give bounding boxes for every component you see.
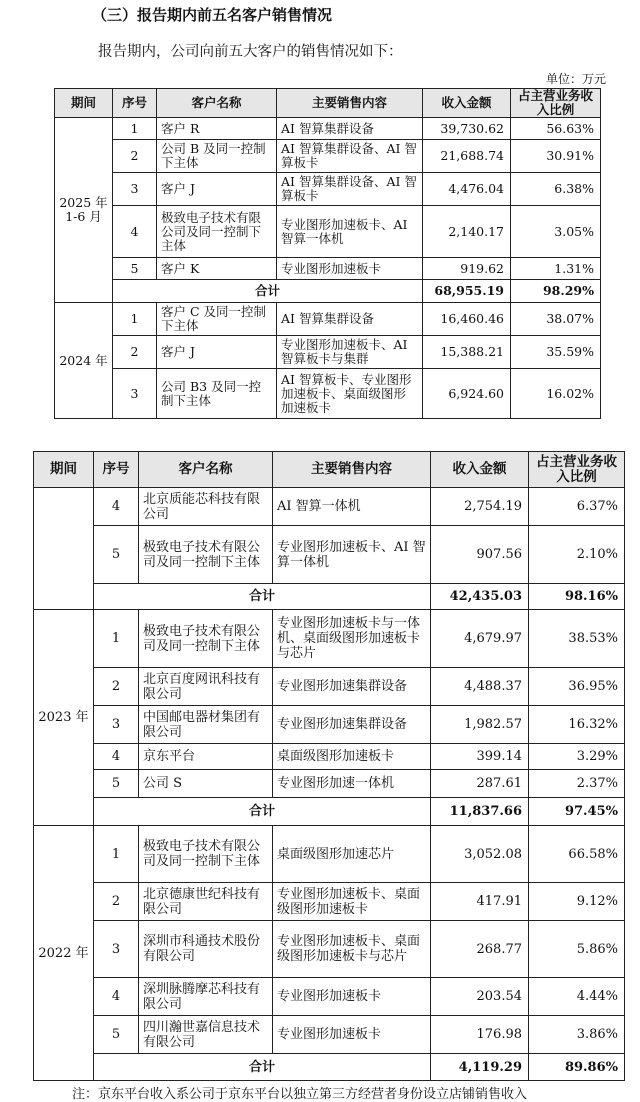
row-ratio: 2.37% xyxy=(529,770,625,798)
total-label: 合计 xyxy=(94,798,431,826)
row-no: 5 xyxy=(113,258,157,280)
row-amount: 1,982.57 xyxy=(431,706,529,744)
row-customer: 极致电子技术有限公司及同一控制下主体 xyxy=(139,826,273,883)
row-ratio: 3.29% xyxy=(529,744,625,770)
row-no: 3 xyxy=(113,369,157,419)
period-cell: 2025 年 1-6 月 xyxy=(55,118,113,303)
total-label: 合计 xyxy=(113,280,423,303)
row-content: 专业图形加速板卡、桌面级图形加速板卡与芯片 xyxy=(273,921,431,978)
row-no: 1 xyxy=(94,826,139,883)
table-row xyxy=(34,744,625,770)
row-content: 专业图形加速板卡 xyxy=(273,1016,431,1054)
row-content: 专业图形加速板卡、桌面级图形加速板卡 xyxy=(273,883,431,921)
total-ratio: 89.86% xyxy=(529,1054,625,1081)
row-ratio: 16.02% xyxy=(511,369,601,419)
total-amount: 11,837.66 xyxy=(431,798,529,826)
header-ratio: 占主营业务收入比例 xyxy=(529,452,625,488)
row-customer: 极致电子技术有限公司及同一控制下主体 xyxy=(157,206,277,258)
row-customer: 北京质能芯科技有限公司 xyxy=(139,488,273,526)
row-no: 4 xyxy=(94,744,139,770)
row-customer: 客户 K xyxy=(157,258,277,280)
row-no: 2 xyxy=(94,668,139,706)
total-ratio: 97.45% xyxy=(529,798,625,826)
row-customer: 客户 J xyxy=(157,173,277,206)
table-row xyxy=(34,921,625,978)
header-ratio: 占主营业务收入比例 xyxy=(511,89,601,118)
row-no: 3 xyxy=(94,921,139,978)
row-customer: 北京百度网讯科技有限公司 xyxy=(139,668,273,706)
row-amount: 39,730.62 xyxy=(423,118,511,140)
row-no: 1 xyxy=(94,610,139,668)
row-ratio: 3.86% xyxy=(529,1016,625,1054)
row-content: AI 智算一体机 xyxy=(273,488,431,526)
header-amount: 收入金额 xyxy=(431,452,529,488)
row-no: 1 xyxy=(113,303,157,336)
row-no: 4 xyxy=(94,488,139,526)
header-no: 序号 xyxy=(113,89,157,118)
table-row xyxy=(34,488,625,526)
row-amount: 2,140.17 xyxy=(423,206,511,258)
period-cell: 2022 年 xyxy=(34,826,94,1081)
row-content: AI 智算集群设备 xyxy=(277,303,423,336)
total-row xyxy=(34,1054,625,1081)
header-content: 主要销售内容 xyxy=(273,452,431,488)
row-content: AI 智算集群设备、AI 智算板卡 xyxy=(277,140,423,173)
row-customer: 深圳市科通技术股份有限公司 xyxy=(139,921,273,978)
row-customer: 极致电子技术有限公司及同一控制下主体 xyxy=(139,610,273,668)
customer-table-lower xyxy=(33,451,625,1081)
total-row xyxy=(34,798,625,826)
table-row xyxy=(34,1016,625,1054)
row-amount: 176.98 xyxy=(431,1016,529,1054)
table-row xyxy=(55,258,601,280)
row-amount: 6,924.60 xyxy=(423,369,511,419)
row-customer: 北京德康世纪科技有限公司 xyxy=(139,883,273,921)
row-customer: 京东平台 xyxy=(139,744,273,770)
row-ratio: 38.07% xyxy=(511,303,601,336)
table-row xyxy=(55,206,601,258)
table-header-row xyxy=(34,452,625,488)
row-no: 5 xyxy=(94,526,139,584)
row-ratio: 3.05% xyxy=(511,206,601,258)
period-cell-continued xyxy=(34,488,94,610)
row-content: 专业图形加速板卡、AI 智算一体机 xyxy=(273,526,431,584)
header-content: 主要销售内容 xyxy=(277,89,423,118)
table-row xyxy=(34,668,625,706)
header-customer: 客户名称 xyxy=(139,452,273,488)
header-period: 期间 xyxy=(34,452,94,488)
row-content: AI 智算集群设备、AI 智算板卡 xyxy=(277,173,423,206)
total-ratio: 98.29% xyxy=(511,280,601,303)
row-ratio: 35.59% xyxy=(511,336,601,369)
row-no: 2 xyxy=(113,336,157,369)
row-content: AI 智算集群设备 xyxy=(277,118,423,140)
table-row xyxy=(55,336,601,369)
row-amount: 4,488.37 xyxy=(431,668,529,706)
table-row xyxy=(55,173,601,206)
row-customer: 公司 B3 及同一控制下主体 xyxy=(157,369,277,419)
row-customer: 客户 R xyxy=(157,118,277,140)
row-customer: 公司 S xyxy=(139,770,273,798)
header-customer: 客户名称 xyxy=(157,89,277,118)
row-ratio: 1.31% xyxy=(511,258,601,280)
row-no: 1 xyxy=(113,118,157,140)
total-label: 合计 xyxy=(94,1054,431,1081)
row-amount: 4,476.04 xyxy=(423,173,511,206)
period-cell: 2024 年 xyxy=(55,303,113,419)
row-ratio: 36.95% xyxy=(529,668,625,706)
total-amount: 42,435.03 xyxy=(431,584,529,610)
row-content: AI 智算板卡、专业图形加速板卡、桌面级图形加速板卡 xyxy=(277,369,423,419)
total-row xyxy=(55,280,601,303)
row-content: 专业图形加速板卡、AI 智算一体机 xyxy=(277,206,423,258)
table-row xyxy=(55,369,601,419)
row-customer: 客户 J xyxy=(157,336,277,369)
total-amount: 68,955.19 xyxy=(423,280,511,303)
row-ratio: 2.10% xyxy=(529,526,625,584)
row-content: 专业图形加速集群设备 xyxy=(273,706,431,744)
row-no: 5 xyxy=(94,770,139,798)
row-no: 3 xyxy=(94,706,139,744)
row-customer: 中国邮电器材集团有限公司 xyxy=(139,706,273,744)
row-amount: 287.61 xyxy=(431,770,529,798)
row-customer: 公司 B 及同一控制下主体 xyxy=(157,140,277,173)
intro-text: 报告期内，公司向前五大客户的销售情况如下： xyxy=(98,44,403,60)
row-no: 5 xyxy=(94,1016,139,1054)
section-heading: （三）报告期内前五名客户销售情况 xyxy=(92,6,333,24)
row-amount: 203.54 xyxy=(431,978,529,1016)
row-ratio: 38.53% xyxy=(529,610,625,668)
row-ratio: 56.63% xyxy=(511,118,601,140)
header-period: 期间 xyxy=(55,89,113,118)
header-amount: 收入金额 xyxy=(423,89,511,118)
table-row xyxy=(34,883,625,921)
table-row xyxy=(34,706,625,744)
row-amount: 3,052.08 xyxy=(431,826,529,883)
row-customer: 深圳脉腾摩芯科技有限公司 xyxy=(139,978,273,1016)
row-content: 专业图形加速板卡与一体机、桌面级图形加速板卡与芯片 xyxy=(273,610,431,668)
row-no: 2 xyxy=(94,883,139,921)
table-header-row xyxy=(55,89,601,118)
table-row xyxy=(34,978,625,1016)
row-content: 专业图形加速集群设备 xyxy=(273,668,431,706)
row-amount: 268.77 xyxy=(431,921,529,978)
row-content: 桌面级图形加速芯片 xyxy=(273,826,431,883)
table-row xyxy=(55,118,601,140)
row-amount: 15,388.21 xyxy=(423,336,511,369)
row-amount: 16,460.46 xyxy=(423,303,511,336)
table-row xyxy=(34,826,625,883)
table-row xyxy=(34,610,625,668)
row-ratio: 4.44% xyxy=(529,978,625,1016)
row-content: 专业图形加速板卡 xyxy=(277,258,423,280)
row-ratio: 6.38% xyxy=(511,173,601,206)
row-ratio: 30.91% xyxy=(511,140,601,173)
table-row xyxy=(55,303,601,336)
row-amount: 2,754.19 xyxy=(431,488,529,526)
row-amount: 399.14 xyxy=(431,744,529,770)
row-amount: 907.56 xyxy=(431,526,529,584)
row-amount: 21,688.74 xyxy=(423,140,511,173)
row-ratio: 6.37% xyxy=(529,488,625,526)
table-row xyxy=(55,140,601,173)
footnote: 注：京东平台收入系公司于京东平台以独立第三方经营者身份设立店铺销售收入 xyxy=(72,1087,528,1102)
row-ratio: 5.86% xyxy=(529,921,625,978)
row-no: 2 xyxy=(113,140,157,173)
row-customer: 极致电子技术有限公司及同一控制下主体 xyxy=(139,526,273,584)
row-amount: 919.62 xyxy=(423,258,511,280)
total-row xyxy=(34,584,625,610)
row-content: 专业图形加速板卡 xyxy=(273,978,431,1016)
row-content: 专业图形加速一体机 xyxy=(273,770,431,798)
row-no: 4 xyxy=(113,206,157,258)
unit-label: 单位：万元 xyxy=(545,72,606,86)
row-amount: 4,679.97 xyxy=(431,610,529,668)
header-no: 序号 xyxy=(94,452,139,488)
row-amount: 417.91 xyxy=(431,883,529,921)
table-row xyxy=(34,770,625,798)
row-no: 4 xyxy=(94,978,139,1016)
row-customer: 四川瀚世嘉信息技术有限公司 xyxy=(139,1016,273,1054)
row-ratio: 16.32% xyxy=(529,706,625,744)
row-ratio: 9.12% xyxy=(529,883,625,921)
total-amount: 4,119.29 xyxy=(431,1054,529,1081)
total-label: 合计 xyxy=(94,584,431,610)
total-ratio: 98.16% xyxy=(529,584,625,610)
period-cell: 2023 年 xyxy=(34,610,94,826)
row-content: 专业图形加速板卡、AI 智算板卡与集群 xyxy=(277,336,423,369)
row-ratio: 66.58% xyxy=(529,826,625,883)
customer-table-upper xyxy=(54,88,601,419)
row-no: 3 xyxy=(113,173,157,206)
row-content: 桌面级图形加速板卡 xyxy=(273,744,431,770)
table-row xyxy=(34,526,625,584)
row-customer: 客户 C 及同一控制下主体 xyxy=(157,303,277,336)
